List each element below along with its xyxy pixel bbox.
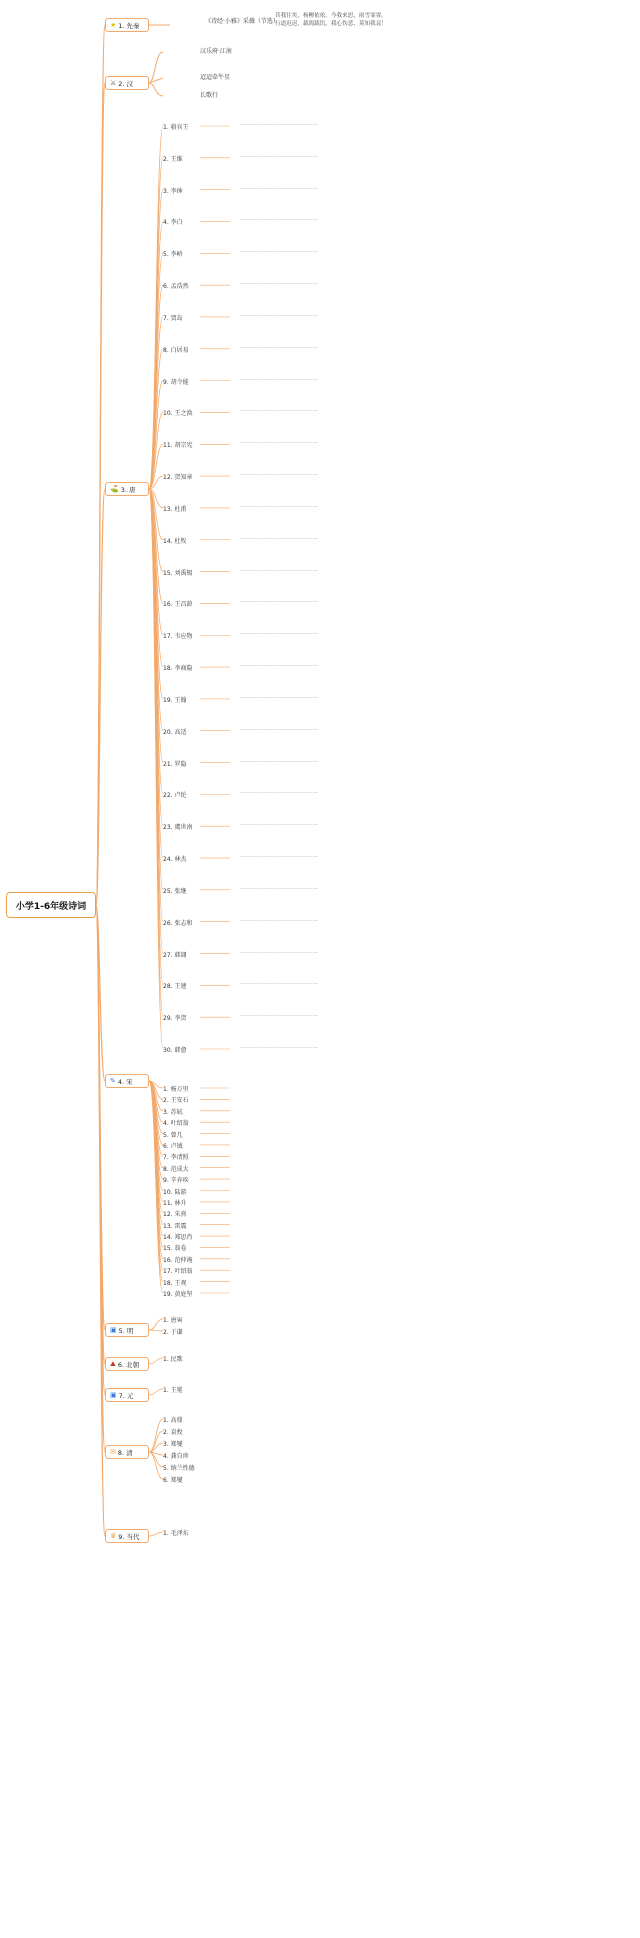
- poet-name: 3. 苏轼: [163, 1108, 183, 1116]
- poet-name: 14. 郑思肖: [163, 1234, 193, 1242]
- dynasty-label: 7. 元: [118, 1391, 134, 1400]
- poet-name: 6. 孟浩然: [163, 283, 189, 291]
- dynasty-node[interactable]: [105, 1445, 149, 1459]
- poet-name: 1. 骆宾王: [163, 124, 189, 131]
- poem-lines: ——————————————: [240, 217, 319, 224]
- poet-name: 14. 杜牧: [163, 537, 187, 545]
- crown-icon: ♛: [110, 1531, 117, 1540]
- poet-name: 1. 王冕: [163, 1387, 183, 1394]
- poet-name: 17. 韦应物: [163, 633, 193, 641]
- poet-name: 11. 林升: [163, 1199, 187, 1207]
- poet-name: 10. 陆游: [163, 1188, 187, 1196]
- poem-lines: ——————————————: [240, 535, 319, 542]
- dynasty-node[interactable]: [105, 1323, 149, 1337]
- poem-lines: ——————————————: [240, 631, 319, 638]
- poem-lines: ——————————————: [240, 153, 319, 160]
- poet-name: 29. 李贺: [163, 1015, 187, 1023]
- poet-name: 1. 高鼎: [163, 1417, 183, 1424]
- dynasty-label: 2. 汉: [118, 79, 134, 88]
- poem-lines: ——————————————: [240, 599, 319, 606]
- dynasty-node[interactable]: [105, 76, 149, 90]
- leaf-icon: ▣: [110, 1325, 117, 1334]
- poet-name: 3. 郑燮: [163, 1441, 183, 1448]
- poet-name: 9. 胡令能: [163, 378, 189, 386]
- poet-name: 7. 李清照: [163, 1154, 189, 1162]
- poet-name: 18. 王观: [163, 1279, 187, 1287]
- dynasty-label: 6. 北朝: [117, 1360, 140, 1369]
- poet-name: 1. 杨万里: [163, 1086, 189, 1093]
- poem-lines: ——————————————: [240, 185, 319, 192]
- poem-lines: ——————————————: [240, 981, 319, 988]
- poem-lines: ——————————————: [240, 281, 319, 288]
- poet-name: 4. 叶绍翁: [163, 1120, 189, 1128]
- dynasty-label: 5. 明: [118, 1326, 134, 1335]
- poet-name: 27. 韩翃: [163, 951, 187, 959]
- poet-name: 9. 辛弃疾: [163, 1177, 189, 1185]
- poet-name: 16. 王昌龄: [163, 601, 193, 609]
- poet-name: 1. 毛泽东: [163, 1530, 189, 1537]
- poet-name: 12. 朱熹: [163, 1211, 187, 1219]
- poem-lines: ——————————————: [240, 694, 319, 701]
- poet-name: 5. 纳兰性德: [163, 1465, 195, 1472]
- poem-lines: 昔我往矣，杨柳依依。今我来思，雨雪霏霏。行道迟迟，载渴载饥。我心伤悲，莫知我哀！: [275, 13, 387, 27]
- poet-name: 8. 白居易: [163, 346, 189, 354]
- poet-name: 7. 贾岛: [163, 314, 183, 322]
- star-icon: ▣: [110, 1390, 117, 1399]
- poem-lines: ——————————————: [240, 503, 319, 510]
- poet-name: 6. 郑燮: [163, 1477, 183, 1484]
- poet-name: 25. 张继: [163, 887, 187, 895]
- cloud-icon: ⛳: [110, 484, 119, 493]
- poet-name: 4. 龚自珍: [163, 1453, 189, 1460]
- dynasty-label: 1. 先秦: [118, 21, 140, 30]
- poet-name: 5. 李峤: [163, 251, 183, 259]
- dynasty-label: 3. 唐: [120, 485, 136, 494]
- poet-name: 28. 王建: [163, 983, 187, 991]
- poet-name: 6. 卢钺: [163, 1142, 183, 1150]
- poem-title: 《诗经·小雅》采薇（节选）: [205, 18, 279, 25]
- poet-name: 13. 雷震: [163, 1222, 187, 1230]
- poem-lines: ——————————————: [240, 885, 319, 892]
- poet-name: 16. 范仲淹: [163, 1256, 193, 1264]
- poem-lines: ——————————————: [240, 822, 319, 829]
- poem-lines: ——————————————: [240, 312, 319, 319]
- flag-blue-icon: ⛰: [110, 1359, 116, 1368]
- poet-name: 11. 胡宗宪: [163, 442, 193, 450]
- poet-name: 19. 王翰: [163, 696, 187, 704]
- dynasty-node[interactable]: [105, 482, 149, 496]
- dynasty-node[interactable]: [105, 18, 149, 32]
- dynasty-label: 8. 清: [117, 1448, 133, 1457]
- poem-title: 迢迢牵牛星: [200, 74, 231, 81]
- poem-lines: ——————————————: [240, 440, 319, 447]
- poet-name: 23. 虞世南: [163, 824, 193, 832]
- poet-name: 5. 曾几: [163, 1131, 183, 1139]
- sword-icon: ⚔: [110, 78, 117, 87]
- poet-name: 12. 贺知章: [163, 474, 193, 482]
- poem-lines: ——————————————: [240, 376, 319, 383]
- poem-lines: ——————————————: [240, 726, 319, 733]
- poem-lines: ——————————————: [240, 1013, 319, 1020]
- poet-name: 18. 李商隐: [163, 665, 193, 673]
- poem-lines: ——————————————: [240, 344, 319, 351]
- dynasty-node[interactable]: [105, 1388, 149, 1402]
- poem-lines: ——————————————: [240, 567, 319, 574]
- dynasty-node[interactable]: [105, 1529, 149, 1543]
- poet-name: 22. 卢纶: [163, 792, 187, 800]
- dynasty-label: 4. 宋: [117, 1077, 133, 1086]
- poem-lines: ——————————————: [240, 790, 319, 797]
- poet-name: 2. 袁枚: [163, 1429, 183, 1436]
- poet-name: 24. 林杰: [163, 856, 187, 864]
- poet-name: 2. 王维: [163, 155, 183, 163]
- poet-name: 1. 唐寅: [163, 1317, 183, 1324]
- poet-name: 15. 翁卷: [163, 1245, 187, 1253]
- poet-name: 21. 罗隐: [163, 760, 187, 768]
- flag-icon: ✎: [110, 1076, 116, 1085]
- root-node: 小学1-6年级诗词: [6, 892, 96, 918]
- poem-lines: ——————————————: [240, 408, 319, 415]
- poet-name: 3. 李绅: [163, 187, 183, 195]
- poet-name: 26. 张志和: [163, 919, 193, 927]
- poem-lines: ——————————————: [240, 758, 319, 765]
- poem-lines: ——————————————: [240, 1045, 319, 1051]
- poet-name: 2. 王安石: [163, 1097, 189, 1105]
- poet-name: 4. 李白: [163, 219, 183, 227]
- poem-lines: ——————————————: [240, 249, 319, 256]
- poet-name: 15. 刘禹锡: [163, 569, 193, 577]
- poet-name: 20. 高适: [163, 728, 187, 736]
- poem-lines: ——————————————: [240, 917, 319, 924]
- poet-name: 19. 黄庭坚: [163, 1291, 193, 1298]
- star-icon: ★: [110, 20, 117, 29]
- poem-lines: ——————————————: [240, 663, 319, 670]
- poet-name: 10. 王之涣: [163, 410, 193, 418]
- poem-title: 长歌行: [200, 92, 219, 99]
- poem-lines: ——————————————: [240, 854, 319, 861]
- poet-name: 17. 叶绍翁: [163, 1268, 193, 1276]
- dynasty-label: 9. 当代: [118, 1532, 140, 1541]
- poet-name: 13. 杜甫: [163, 505, 187, 513]
- poem-lines: ——————————————: [240, 472, 319, 479]
- poem-lines: ——————————————: [240, 949, 319, 956]
- flag-icon: ✉: [110, 1447, 116, 1456]
- poet-name: 2. 于谦: [163, 1329, 183, 1336]
- poem-title: 汉乐府·江南: [200, 48, 232, 55]
- poet-name: 1. 民歌: [163, 1356, 183, 1363]
- poem-lines: ——————————————: [240, 122, 319, 128]
- poet-name: 8. 范成大: [163, 1165, 189, 1173]
- dynasty-node[interactable]: [105, 1357, 149, 1371]
- poet-name: 30. 韩愈: [163, 1047, 187, 1054]
- dynasty-node[interactable]: [105, 1074, 149, 1088]
